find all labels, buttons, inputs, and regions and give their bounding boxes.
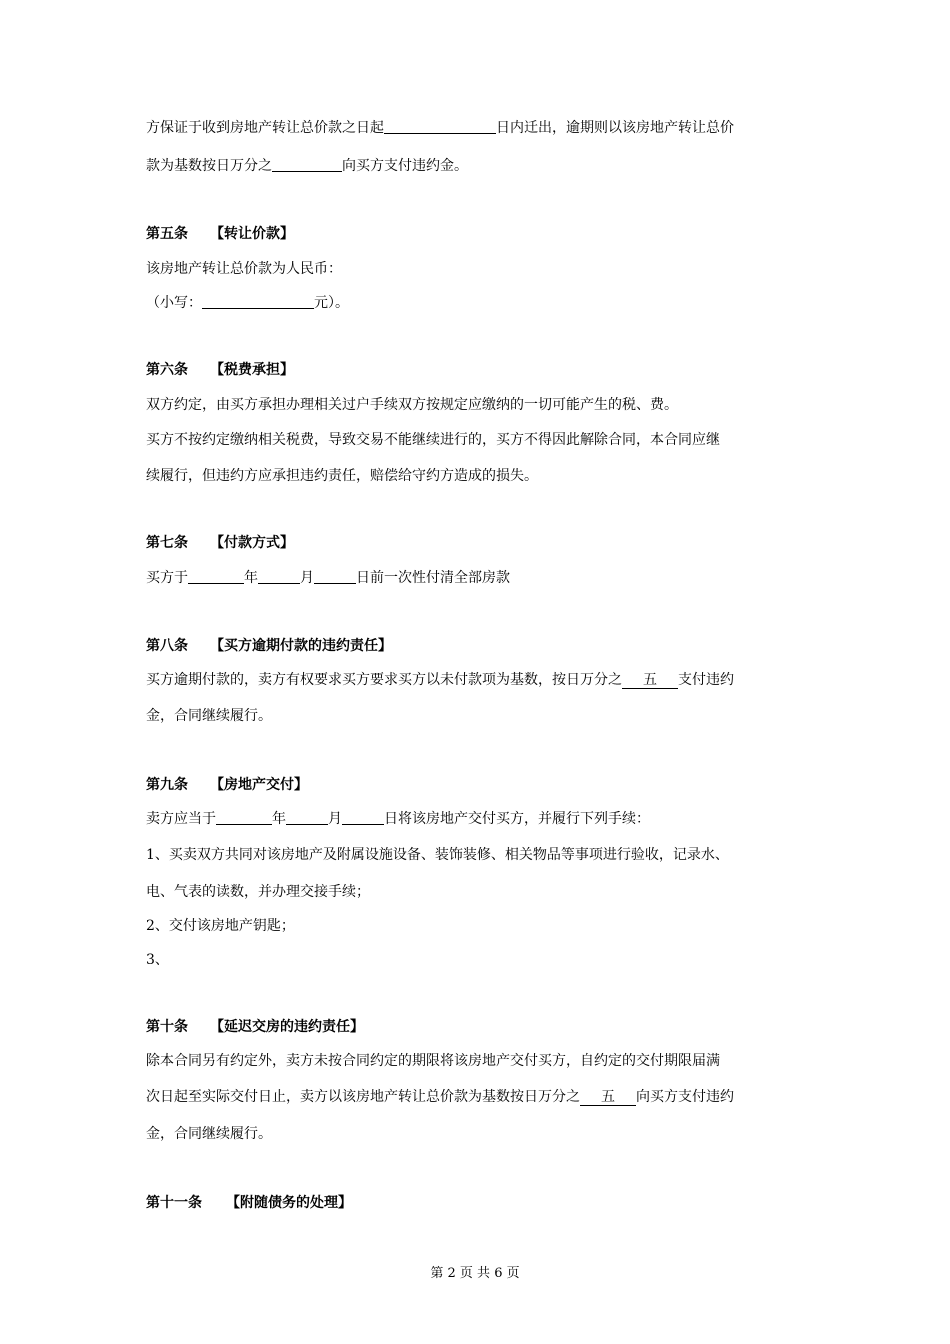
year-blank [188, 569, 244, 584]
article-6-line-3: 续履行，但违约方应承担违约责任，赔偿给守约方造成的损失。 [146, 468, 538, 484]
page-number: 2 [447, 1266, 456, 1281]
page-total: 6 [494, 1266, 503, 1281]
article-9-item-1a: 1、买卖双方共同对该房地产及附属设施设备、装饰装修、相关物品等事项进行验收，记录水、 [146, 847, 729, 863]
article-11-heading: 第十一条 【附随债务的处理】 [146, 1195, 352, 1211]
article-6-line-2: 买方不按约定缴纳相关税费，导致交易不能继续进行的，买方不得因此解除合同，本合同应继 [146, 432, 720, 448]
article-9-line-1: 卖方应当于 年 月 日将该房地产交付买方，并履行下列手续： [146, 811, 650, 827]
intro-line-2: 款为基数按日万分之 向买方支付违约金。 [146, 158, 468, 174]
month-blank [258, 569, 300, 584]
article-7-line-1: 买方于 年 月 日前一次性付清全部房款 [146, 570, 510, 586]
days-blank [384, 119, 496, 134]
article-7-heading: 第七条 【付款方式】 [146, 535, 294, 551]
article-10-line-3: 金，合同继续履行。 [146, 1126, 272, 1142]
article-8-heading: 第八条 【买方逾期付款的违约责任】 [146, 638, 392, 654]
rate-blank [272, 157, 342, 172]
article-9-item-1b: 电、气表的读数，并办理交接手续； [146, 884, 370, 900]
article-5-line-2: （小写： 元）。 [146, 295, 349, 311]
page-footer: 第 2 页 共 6 页 [430, 1266, 520, 1281]
day-blank [342, 810, 384, 825]
article-5-heading: 第五条 【转让价款】 [146, 226, 294, 242]
month-blank [286, 810, 328, 825]
penalty-rate-value: 五 [622, 672, 678, 689]
article-9-item-2: 2、交付该房地产钥匙； [146, 918, 295, 934]
intro-line-1: 方保证于收到房地产转让总价款之日起 日内迁出，逾期则以该房地产转让总价 [146, 120, 734, 136]
article-5-line-1: 该房地产转让总价款为人民币： [146, 261, 342, 277]
delay-rate-value: 五 [580, 1089, 636, 1106]
article-9-item-3: 3、 [146, 952, 169, 968]
article-10-heading: 第十条 【延迟交房的违约责任】 [146, 1019, 364, 1035]
article-10-line-1: 除本合同另有约定外，卖方未按合同约定的期限将该房地产交付买方，自约定的交付期限届满 [146, 1053, 720, 1069]
article-10-line-2: 次日起至实际交付日止，卖方以该房地产转让总价款为基数按日万分之 五 向买方支付违约 [146, 1089, 734, 1105]
amount-blank [202, 294, 314, 309]
article-9-heading: 第九条 【房地产交付】 [146, 777, 308, 793]
article-6-heading: 第六条 【税费承担】 [146, 362, 294, 378]
year-blank [216, 810, 272, 825]
day-blank [314, 569, 356, 584]
article-8-line-1: 买方逾期付款的，卖方有权要求买方要求买方以未付款项为基数，按日万分之 五 支付违约 [146, 672, 734, 688]
article-8-line-2: 金，合同继续履行。 [146, 708, 272, 724]
article-6-line-1: 双方约定，由买方承担办理相关过户手续双方按规定应缴纳的一切可能产生的税、费。 [146, 397, 678, 413]
